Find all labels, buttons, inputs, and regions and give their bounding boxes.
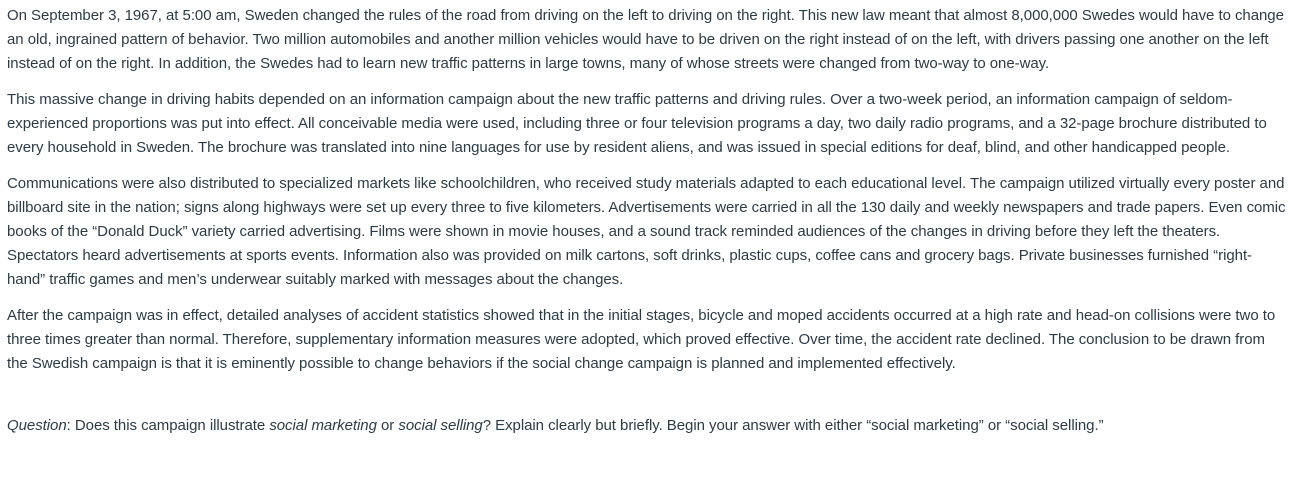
paragraph-4: After the campaign was in effect, detailed analyses of accident statistics showed that in the initial stages, bicycle and moped accidents occurred at a high rate and head-on collisions were two to three times greater than normal. Therefore, supplementary information measures were adopted, which proved effective. Over time, the accident rate declined. The conclusion to be drawn from the Swedish campaign is that it is eminently possible to change behaviors if the social change campaign is planned and implemented effectively. (7, 307, 1276, 372)
paragraph-3: Communications were also distributed to specialized markets like schoolchildren, who received study materials adapted to each educational level. The campaign utilized virtually every poster and billboard site in the nation; signs along highways were set up every three to five kilometers. Advertisements were carried in all the 130 daily and weekly newspapers and trade papers. Even comic books of the “Donald Duck” variety carried advertising. Films were shown in movie houses, and a sound track reminded audiences of the changes in driving before they left the theaters. Spectators heard advertisements at sports events. Information also was provided on milk cartons, soft drinks, plastic cups, coffee cans and grocery bags. Private businesses furnished “right-hand” traffic games and men’s underwear suitably marked with messages about the changes. (7, 175, 1286, 288)
term-social-selling: social selling (398, 417, 483, 434)
paragraph-1: On September 3, 1967, at 5:00 am, Sweden changed the rules of the road from driving on the left to driving on the right. This new law meant that almost 8,000,000 Swedes would have to change an old, ingrained pattern of behavior. Two million automobiles and another million vehicles would have to be driven on the right instead of on the left, with drivers passing one another on the left instead of on the right. In addition, the Swedes had to learn new traffic patterns in large towns, many of whose streets were changed from two-way to one-way. (7, 7, 1284, 72)
paragraph-2: This massive change in driving habits depended on an information campaign about the new traffic patterns and driving rules. Over a two-week period, an information campaign of seldom-experienced proportions was put into effect. All conceivable media were used, including three or four television programs a day, two daily radio programs, and a 32-page brochure distributed to every household in Sweden. The brochure was translated into nine languages for use by resident aliens, and was issued in special editions for deaf, blind, and other handicapped people. (7, 91, 1267, 156)
question-prompt (7, 414, 1286, 438)
question-text-2: ? Explain clearly but briefly. Begin your answer with either “social marketing” or “social selling.” (482, 417, 1104, 434)
question-label: Question (7, 417, 67, 434)
question-text-or: or (376, 417, 399, 434)
question-text-1: : Does this campaign illustrate (66, 417, 270, 434)
term-social-marketing: social marketing (269, 417, 377, 434)
